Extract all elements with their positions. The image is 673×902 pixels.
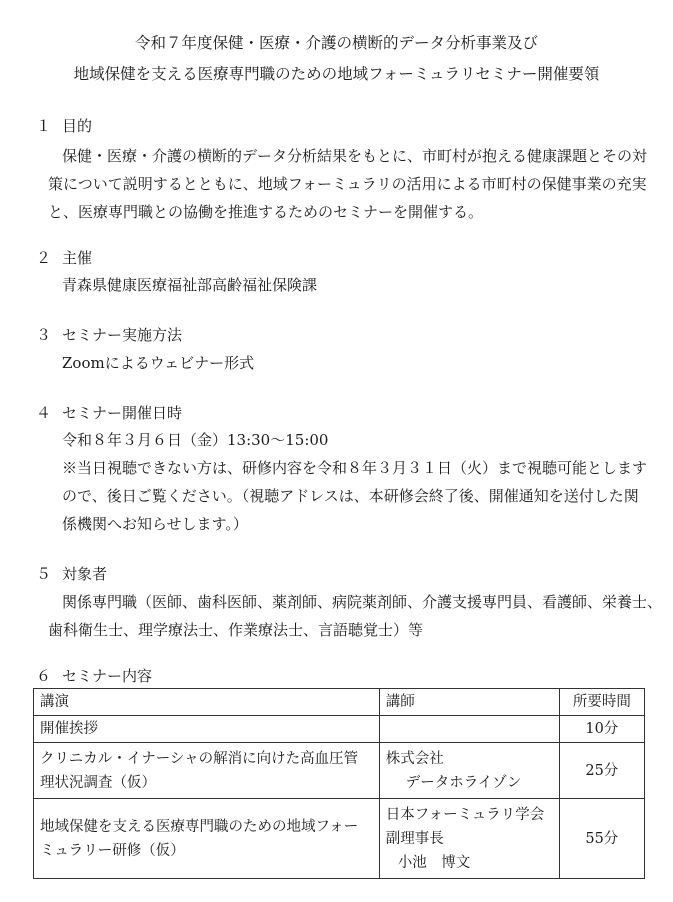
section-3-number: ３ xyxy=(36,326,52,344)
speaker-cell xyxy=(379,743,559,799)
header-duration: 所要時間 xyxy=(559,689,644,716)
program-table-header-row xyxy=(34,689,645,716)
section-6-title: セミナー内容 xyxy=(62,667,153,685)
section-2-number: ２ xyxy=(36,249,52,267)
section-1-body-line: 保健・医療・介護の横断的データ分析結果をもとに、市町村が抱える健康課題とその対 xyxy=(62,147,648,165)
section-4-heading xyxy=(36,401,182,425)
speaker-text: 副理事長 xyxy=(385,830,444,847)
section-4-number: ４ xyxy=(36,404,52,422)
lecture-text: クリニカル・イナーシャの解消に向けた高血圧管 xyxy=(40,750,359,767)
duration-cell: 55分 xyxy=(559,799,644,879)
section-1-number: １ xyxy=(36,117,52,135)
speaker-cell xyxy=(379,799,559,879)
document-title-line-1: 令和７年度保健・医療・介護の横断的データ分析事業及び xyxy=(134,34,538,52)
header-speaker: 講師 xyxy=(379,689,559,716)
section-4-note-line: ので、後日ご覧ください。（視聴アドレスは、本研修会終了後、開催通知を送付した関 xyxy=(62,487,639,505)
section-1-title: 目的 xyxy=(62,117,93,135)
section-1-body-line: と、医療専門職との協働を推進するためのセミナーを開催する。 xyxy=(48,203,484,221)
header-lecture: 講演 xyxy=(34,689,380,716)
section-4-body-line: 令和８年３月６日（金）13:30～15:00 xyxy=(62,431,329,449)
duration-cell: 25分 xyxy=(559,743,644,799)
lecture-text: 地域保健を支える医療専門職のための地域フォー xyxy=(40,818,359,835)
section-3-body-line: Zoomによるウェビナー形式 xyxy=(62,354,255,372)
section-1-heading xyxy=(36,114,92,138)
document-title-line-2: 地域保健を支える医療専門職のための地域フォーミュラリセミナー開催要領 xyxy=(73,65,600,83)
table-row xyxy=(34,799,645,879)
speaker-text: 日本フォーミュラリ学会 xyxy=(385,806,545,823)
program-table xyxy=(33,688,645,879)
lecture-text: 開催挨拶 xyxy=(40,721,98,737)
table-row xyxy=(34,743,645,799)
speaker-text: 株式会社 xyxy=(385,750,444,767)
section-5-heading xyxy=(36,562,107,586)
section-4-title: セミナー開催日時 xyxy=(62,404,183,422)
section-1-body-line: 策について説明するとともに、地域フォーミュラリの活用による市町村の保健事業の充実 xyxy=(48,175,647,193)
section-3-heading xyxy=(36,323,182,347)
section-4-note-line: 係機関へお知らせします。） xyxy=(62,515,248,533)
section-5-body-line: 関係専門職（医師、歯科医師、薬剤師、病院薬剤師、介護支援専門員、看護師、栄養士、 xyxy=(62,593,663,611)
lecture-cell xyxy=(34,799,380,879)
section-6-number: ６ xyxy=(36,667,52,685)
section-5-number: ５ xyxy=(36,565,52,583)
lecture-cell xyxy=(34,743,380,799)
section-3-title: セミナー実施方法 xyxy=(62,326,183,344)
section-5-title: 対象者 xyxy=(62,565,108,583)
lecture-text: 理状況調査（仮） xyxy=(40,774,156,791)
section-6-heading xyxy=(36,664,152,688)
section-2-heading xyxy=(36,246,92,270)
speaker-text: データホライゾン xyxy=(405,774,522,791)
section-4-note-line: ※当日視聴できない方は、研修内容を令和８年３月３１日（火）まで視聴可能とします xyxy=(62,459,648,477)
speaker-cell xyxy=(379,716,559,743)
section-2-body-line: 青森県健康医療福祉部高齢福祉保険課 xyxy=(62,276,318,294)
table-row xyxy=(34,716,645,743)
section-2-title: 主催 xyxy=(62,249,93,267)
duration-cell: 10分 xyxy=(559,716,644,743)
lecture-text: ミュラリー研修（仮） xyxy=(40,842,185,859)
section-5-body-line: 歯科衛生士、理学療法士、作業療法士、言語聴覚士）等 xyxy=(48,621,424,639)
lecture-cell xyxy=(34,716,380,743)
speaker-text: 小池 博文 xyxy=(397,854,471,871)
